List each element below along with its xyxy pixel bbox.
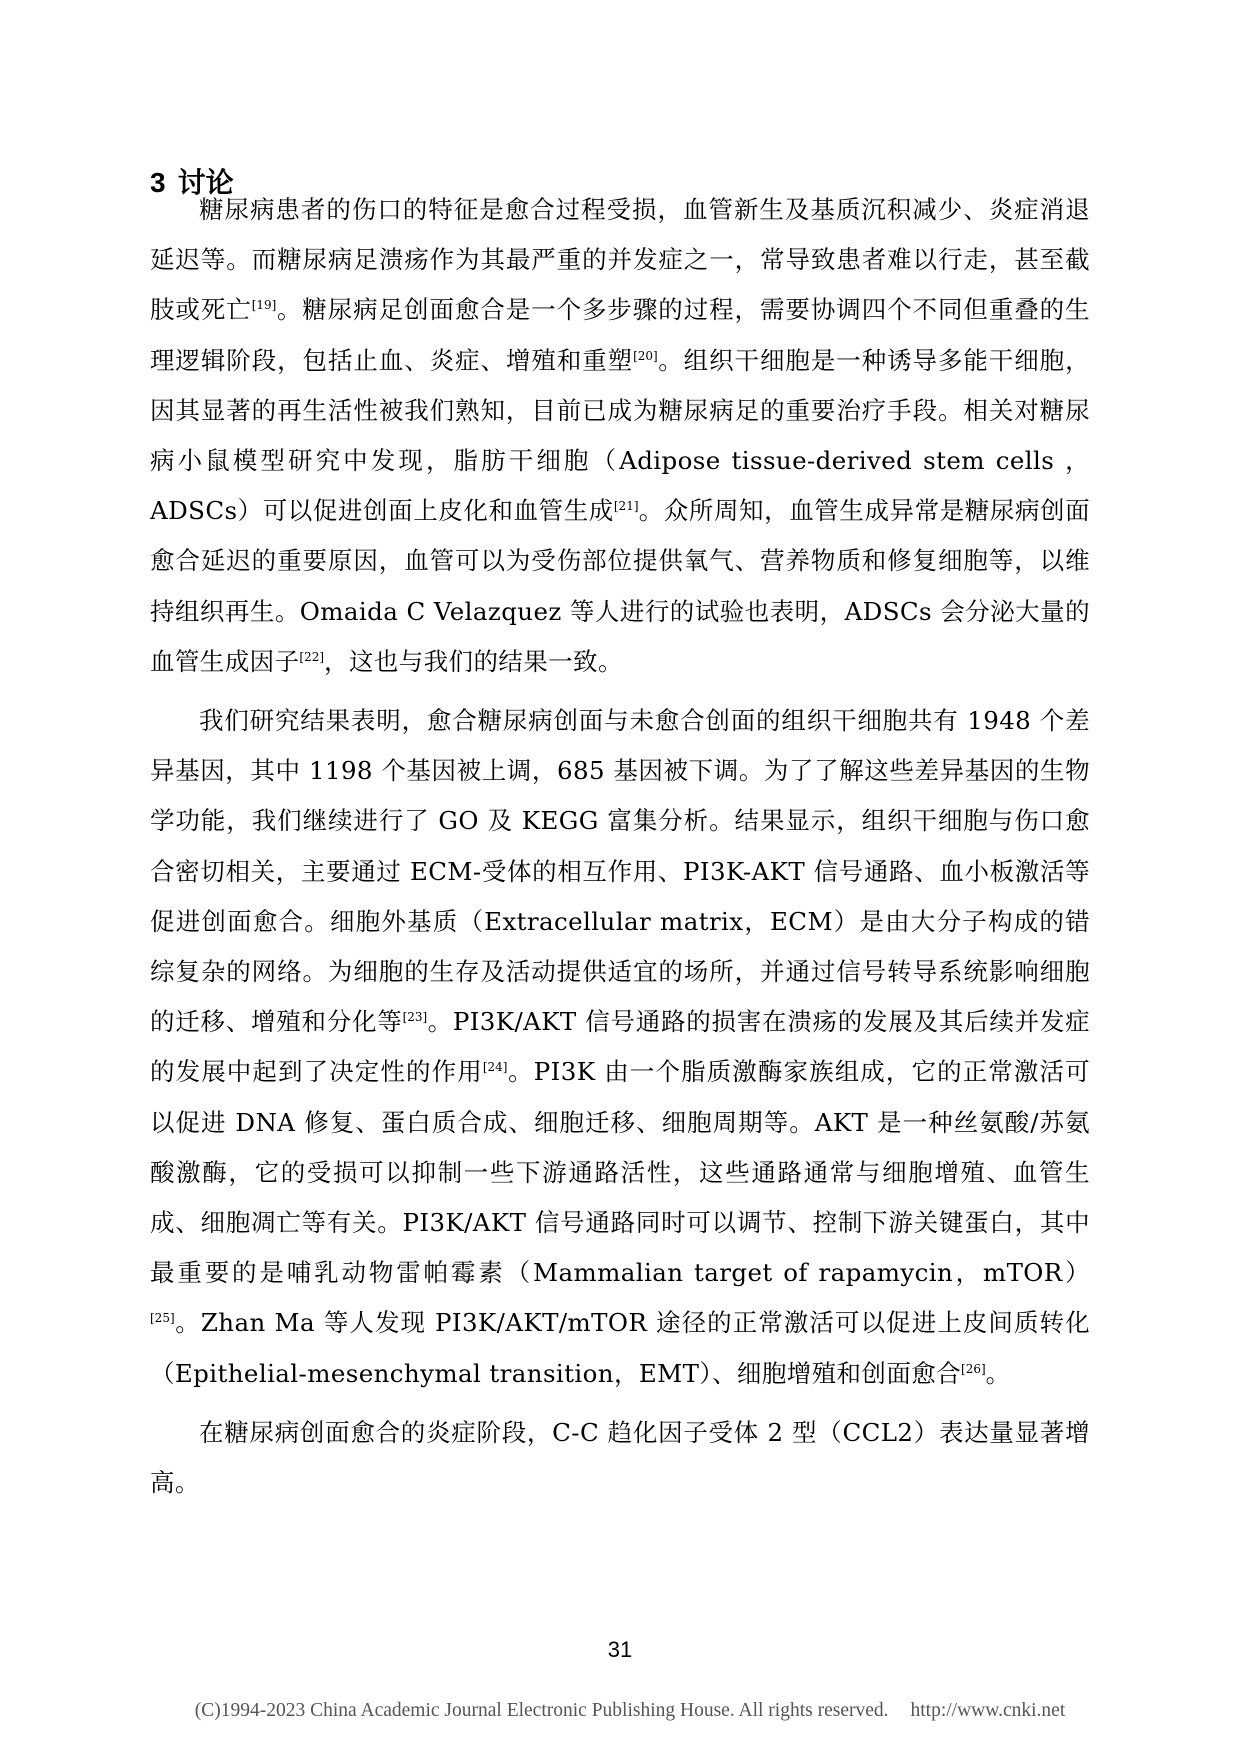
citation-marker: [22] [299,649,325,664]
paragraph-text: 。PI3K/AKT 信号通路的损害在溃疡的发展及其后续并发症的发展中起到了决定性的作用 [150,1007,1091,1087]
copyright-text: (C)1994-2023 China Academic Journal Electronic Publishing House. All rights reserved. [194,1700,889,1721]
website-link[interactable]: http://www.cnki.net [910,1700,1066,1721]
paragraph-text: 。众所周知，血管生成异常是糖尿病创面愈合延迟的重要原因，血管可以为受伤部位提供氧气、营养物质和修复细胞等，以维持组织再生。Omaida C Velazquez 等人进行的试验也表明，ADSCs 会分泌大量的血管生成因子 [150,496,1091,676]
paragraph-text: 。PI3K 由一个脂质激酶家族组成，它的正常激活可以促进 DNA 修复、蛋白质合成、细胞迁移、细胞周期等。AKT 是一种丝氨酸/苏氨酸激酶，它的受损可以抑制一些下游通路活性，这些通路通常与细胞增殖、血管生成、细胞凋亡等有关。PI3K/AKT 信号通路同时可以调节、控制下游关键蛋白，其中最重要的是哺乳动物雷帕霉素（Mammalian target of rapamycin，mTOR） [150,1057,1091,1288]
citation-marker: [26] [961,1361,986,1376]
citation-marker: [19] [251,298,277,313]
citation-marker: [21] [613,499,639,514]
paragraph-text: 。Zhan Ma 等人发现 PI3K/AKT/mTOR 途径的正常激活可以促进上皮间质转化（Epithelial-mesenchymal transition，EMT）、细胞增殖和创面愈合 [150,1308,1090,1388]
paragraph-text: 。 [985,1358,1011,1388]
citation-marker: [25] [150,1311,175,1326]
paragraph-text: 在糖尿病创面愈合的炎症阶段，C-C 趋化因子受体 2 型（CCL2）表达量显著增高。 [150,1417,1090,1498]
paragraph-text: 。组织干细胞是一种诱导多能干细胞，因其显著的再生活性被我们熟知，目前已成为糖尿病足的重要治疗手段。相关对糖尿病小鼠模型研究中发现，脂肪干细胞（Adipose tissue-derived stem cells ，ADSCs）可以促进创面上皮化和血管生成 [150,345,1090,526]
citation-marker: [20] [633,348,658,363]
paragraph-text: 我们研究结果表明，愈合糖尿病创面与未愈合创面的组织干细胞共有 1948 个差异基因，其中 1198 个基因被上调，685 基因被下调。为了了解这些差异基因的生物学功能，我们继续进行了 GO 及 KEGG 富集分析。结果显示，组织干细胞与伤口愈合密切相关，主要通过 ECM-受体的相互作用、PI3K-AKT 信号通路、血小板激活等促进创面愈合。细胞外基质（Extracellular matrix，ECM）是由大分子构成的错综复杂的网络。为细胞的生存及活动提供适宜的场所，并通过信号转导系统影响细胞的迁移、增殖和分化等 [150,706,1090,1037]
citation-marker: [24] [482,1060,508,1075]
copyright-footer [40,1700,1220,1722]
section-title: 讨论 [177,166,234,199]
paragraph-text: 。糖尿病足创面愈合是一个多步骤的过程，需要协调四个不同但重叠的生理逻辑阶段，包括止血、炎症、增殖和重塑 [150,295,1091,375]
body-paragraph [150,185,1090,687]
body-paragraph [150,696,1090,1399]
paragraph-text: ，这也与我们的结果一致。 [324,646,623,676]
body-text [150,185,1090,1508]
page-number: 31 [607,1637,633,1662]
paragraph-text: 糖尿病患者的伤口的特征是愈合过程受损，血管新生及基质沉积减少、炎症消退延迟等。而糖尿病足溃疡作为其最严重的并发症之一，常导致患者难以行走，甚至截肢或死亡 [150,195,1090,325]
section-number: 3 [150,167,166,198]
body-paragraph [150,1408,1090,1508]
citation-marker: [23] [402,1010,428,1025]
